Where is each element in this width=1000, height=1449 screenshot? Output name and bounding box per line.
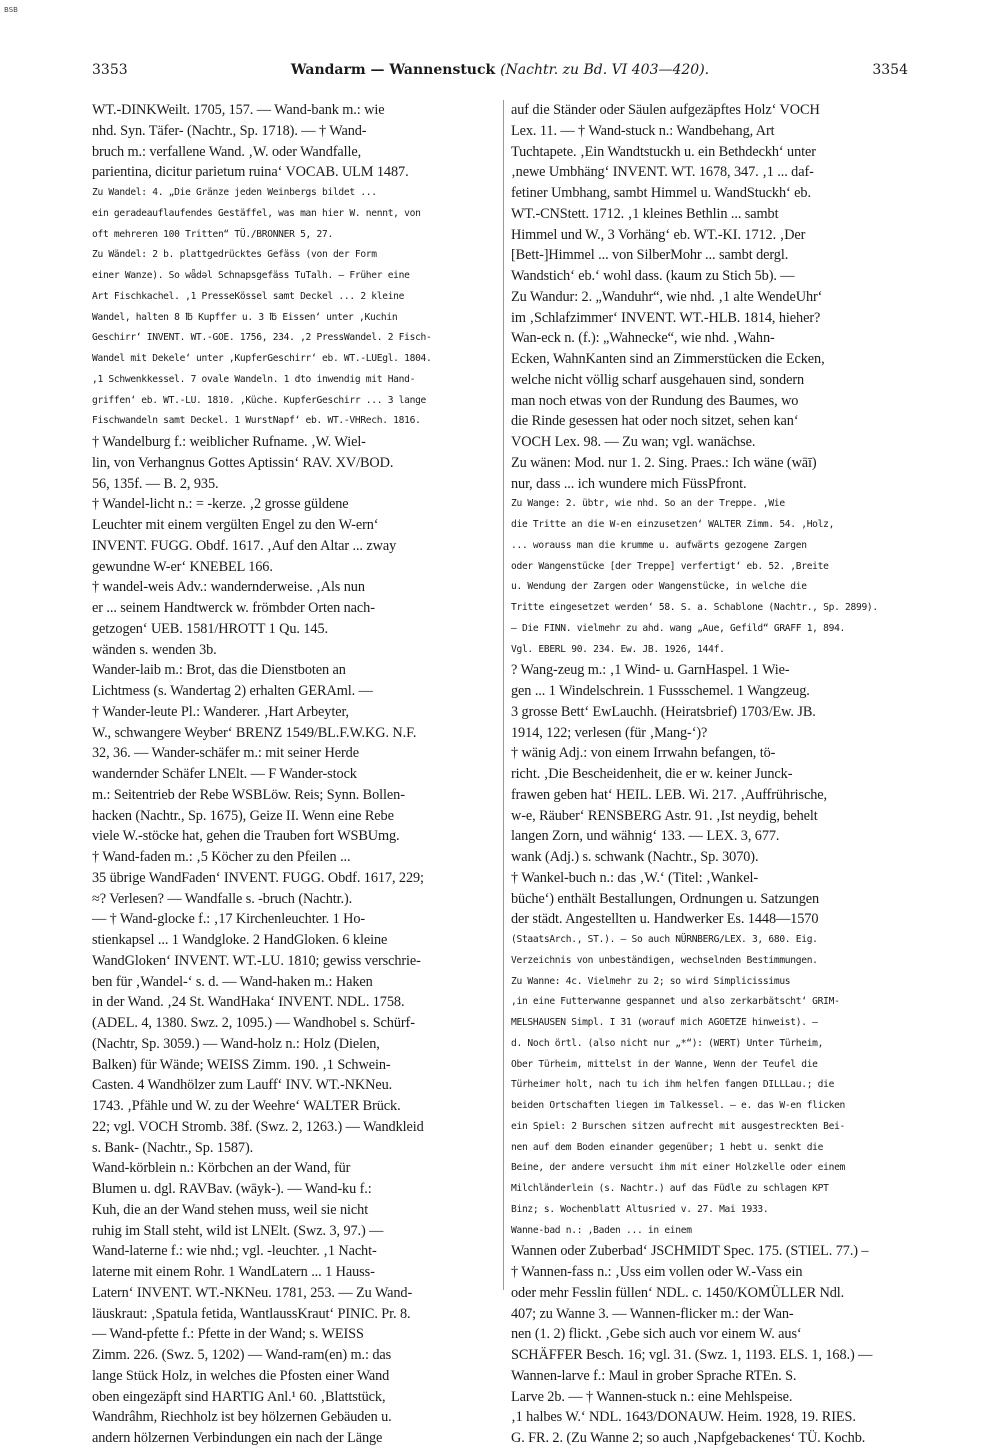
left-column-line: ‚1 Schwenkkessel. 7 ovale Wandeln. 1 dto inwendig mit Hand- (92, 373, 416, 385)
right-column-line: WT.-CNStett. 1712. ‚1 kleines Bethlin ... sambt (511, 205, 779, 222)
right-column-line: der städt. Angestellten u. Handwerker Es. 1448—1570 (511, 911, 819, 928)
left-column-line: † wandel-weis Adv.: wandernderweise. ‚Als nun (92, 579, 365, 596)
left-column-line: † Wandelburg f.: weiblicher Rufname. ‚W. Wiel- (92, 434, 366, 450)
left-column-line: Wander-laib m.: Brot, das die Dienstboten an (92, 662, 346, 679)
left-column-line: Latern‘ INVENT. WT.-NKNeu. 1781, 253. — Zu Wand- (92, 1284, 413, 1301)
left-column (92, 100, 485, 1446)
right-column-line: SCHÄFFER Besch. 16; vgl. 31. (Swz. 1, 1193. ELS. 1, 168.) — (511, 1347, 873, 1363)
right-column-line: 1914, 122; verlesen (für ‚Mang-‘)? (511, 724, 708, 741)
left-column-line: ruhig im Stall steht, wild ist LNElt. (Swz. 3, 97.) — (92, 1222, 384, 1239)
left-column-line: bruch m.: verfallene Wand. ‚W. oder Wandfalle, (92, 143, 362, 160)
right-column-line: VOCH Lex. 98. — Zu wan; vgl. wanächse. (511, 434, 756, 450)
right-column-line: nen auf dem Boden einander gegenüber; 1 hebt u. senkt die (511, 1141, 824, 1153)
right-column-line: langen Zorn, und wähnig‘ 133. — LEX. 3, 677. (511, 828, 780, 845)
left-column-line: Zimm. 226. (Swz. 5, 1202) — Wand-ram(en) m.: das (92, 1347, 392, 1363)
right-column-line: ‚newe Umbhäng‘ INVENT. WT. 1678, 347. ‚1 ... daf- (511, 164, 814, 181)
right-column-line: Binz; s. Wochenblatt Altusried v. 27. Mai 1933. (511, 1203, 769, 1215)
right-column-line: ... worauss man die krumme u. aufwärts gezogene Zargen (511, 539, 807, 551)
left-column-line: in der Wand. ‚24 St. WandHaka‘ INVENT. NDL. 1758. (92, 994, 405, 1011)
left-column-line: † Wand-faden m.: ‚5 Köcher zu den Pfeilen ... (92, 849, 351, 865)
right-column-line: nen (1. 2) flickt. ‚Gebe sich auch vor einem W. aus‘ (511, 1326, 802, 1343)
left-column-line: Zu Wandel: 4. „Die Gränze jeden Weinbergs bildet ... (92, 187, 377, 198)
right-column-line: MELSHAUSEN Simpl. I 31 (worauf mich AGOETZE hinweist). – (511, 1017, 818, 1028)
right-column (511, 100, 904, 1446)
right-column-line: die Tritte an die W-en einzusetzen‘ WALTER Zimm. 54. ‚Holz, (511, 519, 835, 530)
left-column-line: (Nachtr, Sp. 3059.) — Wand-holz n.: Holz (Dielen, (92, 1035, 380, 1052)
left-column-line: Balken) für Wände; WEISS Zimm. 190. ‚1 Schwein- (92, 1056, 391, 1073)
right-column-line: Wannen oder Zuberbad‘ JSCHMIDT Spec. 175. (STIEL. 77.) – (511, 1243, 869, 1260)
right-column-line: man noch etwas von der Rundung des Baumes, wo (511, 392, 799, 409)
right-column-line: Wannen-larve f.: Maul in grober Sprache RTEn. S. (511, 1367, 797, 1384)
running-title-main: Wandarm — Wannenstuck (290, 62, 501, 78)
right-column-line: beiden Ortschaften liegen im Talkessel. – e. das W-en flicken (511, 1100, 846, 1111)
left-column-line: Blumen u. dgl. RAVBav. (wāyk-). — Wand-ku f.: (92, 1181, 372, 1197)
right-column-line: Verzeichnis von unbeständigen, wechselnden Bestimmungen. (511, 954, 818, 966)
left-column-line: viele W.-stöcke hat, gehen die Trauben fort WSBUmg. (92, 828, 400, 845)
left-column-line: Fischwandeln samt Deckel. 1 WurstNapf‘ eb. WT.-VHRech. 1816. (92, 415, 421, 427)
left-column-line: 35 übrige WandFaden‘ INVENT. FUGG. Obdf. 1617, 229; (92, 869, 424, 886)
left-column-line: ≈? Verlesen? — Wandfalle s. -bruch (Nachtr.). (92, 890, 353, 907)
left-column-line: hacken (Nachtr., Sp. 1675), Geize II. Wenn eine Rebe (92, 807, 394, 824)
left-column-line: WandGloken‘ INVENT. WT.-LU. 1810; gewiss verschrie- (92, 952, 421, 969)
left-column-line: er ... seinem Handtwerck w. frömbder Orten nach- (92, 600, 375, 616)
running-title-reference: (Nachtr. zu Bd. VI 403—420). (500, 62, 710, 78)
right-column-line: Wanne-bad n.: ‚Baden ... in einem (511, 1224, 692, 1236)
left-column-line: lange Stück Holz, in welches die Pfosten einer Wand (92, 1367, 390, 1384)
right-column-line: Zu Wange: 2. übtr, wie nhd. So an der Treppe. ‚Wie (511, 498, 785, 510)
right-column-line: 3 grosse Bett‘ EwLauchh. (Heiratsbrief) 1703/Ew. JB. (511, 703, 816, 720)
right-column-line: Larve 2b. — † Wannen-stuck n.: eine Mehlspeise. (511, 1388, 793, 1405)
right-column-line: fetiner Umbhang, sambt Himmel u. WandStuckh‘ eb. (511, 185, 811, 201)
left-column-line: einer Wanze). So wǟdəl Schnapsgefäss TuTalh. – Früher eine (92, 270, 410, 281)
left-column-line: 22; vgl. VOCH Stromb. 38f. (Swz. 2, 1263.) — Wandkleid (92, 1118, 424, 1135)
left-column-line: Art Fischkachel. ‚1 PresseKössel samt Deckel ... 2 kleine (92, 290, 405, 302)
right-column-line: Türheimer holt, nach tu ich ihm helfen fangen DILLLau.; die (511, 1079, 835, 1091)
left-column-line: Wand-laterne f.: wie nhd.; vgl. -leuchter. ‚1 Nacht- (92, 1243, 377, 1260)
left-column-line: parientina, dicitur parietum ruina‘ VOCAB. ULM 1487. (92, 164, 409, 181)
running-title (92, 62, 908, 78)
left-column-line: stienkapsel ... 1 Wandgloke. 2 HandGloken. 6 kleine (92, 932, 388, 948)
left-column-line: Lichtmess (s. Wandertag 2) erhalten GERAml. — (92, 683, 373, 699)
right-column-line: u. Wendung der Zargen oder Wangenstücke, in welche die (511, 581, 807, 593)
right-column-line: im ‚Schlafzimmer‘ INVENT. WT.-HLB. 1814, hieher? (511, 309, 821, 326)
page-number-right: 3354 (872, 62, 908, 78)
left-column-line: wandernder Schäfer LNElt. — F Wander-stock (92, 766, 357, 782)
left-column-line: 32, 36. — Wander-schäfer m.: mit seiner Herde (92, 745, 359, 762)
left-column-line: andern hölzernen Verbindungen ein nach der Länge (92, 1430, 383, 1446)
left-column-line: läuskraut: ‚Spatula fetida, WantlaussKraut‘ PINIC. Pr. 8. (92, 1305, 411, 1322)
left-column-line: — Wand-pfette f.: Pfette in der Wand; s. WEISS (92, 1326, 364, 1343)
right-column-line: Wandstich‘ eb.‘ wohl dass. (kaum zu Stich 5b). — (511, 268, 795, 284)
left-column-line: Zu Wändel: 2 b. plattgedrücktes Gefäss (von der Form (92, 249, 377, 261)
left-column-line: griffen‘ eb. WT.-LU. 1810. ‚Küche. KupferGeschirr ... 3 lange (92, 394, 427, 406)
left-column-line: wänden s. wenden 3b. (92, 641, 217, 658)
right-column-line: † Wannen-fass n.: ‚Uss eim vollen oder W.-Vass ein (511, 1264, 803, 1280)
left-column-line: oben eingezäpft sind HARTIG Anl.¹ 60. ‚Blattstück, (92, 1388, 386, 1405)
right-column-line: Vgl. EBERL 90. 234. Ew. JB. 1926, 144f. (511, 643, 725, 655)
right-column-line: oder mehr Fesslin füllen‘ NDL. c. 1450/KOMÜLLER Ndl. (511, 1284, 845, 1301)
right-column-line: [Bett-]Himmel ... von SilberMohr ... sambt dergl. (511, 247, 789, 264)
left-column-line: Kuh, die an der Wand stehen muss, weil sie nicht (92, 1201, 369, 1218)
left-column-line: Casten. 4 Wandhölzer zum Lauff‘ INV. WT.-NKNeu. (92, 1077, 393, 1094)
right-column-line: d. Noch örtl. (also nicht nur „*“): (WERT) Unter Türheim, (511, 1037, 824, 1049)
column-divider (503, 100, 504, 1290)
left-column-line: WT.-DINKWeilt. 1705, 157. — Wand-bank m.: wie (92, 102, 385, 118)
page-number-left: 3353 (92, 62, 128, 78)
left-column-line: — † Wand-glocke f.: ‚17 Kirchenleuchter. 1 Ho- (92, 911, 366, 928)
right-column-line: † wänig Adj.: von einem Irrwahn befangen, tö- (511, 745, 776, 762)
right-column-line: – Die FINN. vielmehr zu ahd. wang „Aue, Gefild“ GRAFF 1, 894. (511, 622, 846, 634)
left-column-line: Wandel, halten 8 ℔ Kupffer u. 3 ℔ Eissen‘ unter ‚Kuchin (92, 311, 398, 323)
left-column-line: ben für ‚Wandel-‘ s. d. — Wand-haken m.: Haken (92, 973, 373, 990)
left-column-line: † Wandel-licht n.: = -kerze. ‚2 grosse güldene (92, 496, 349, 513)
left-column-line: oft mehreren 100 Tritten“ TÜ./BRONNER 5, 27. (92, 228, 333, 240)
right-column-line: Ober Türheim, mittelst in der Wanne, Wenn der Teufel die (511, 1058, 818, 1070)
right-column-line: oder Wangenstücke [der Treppe] verfertigt‘ eb. 52. ‚Breite (511, 560, 829, 572)
left-column-line: (ADEL. 4, 1380. Swz. 2, 1095.) — Wandhobel s. Schürf- (92, 1015, 415, 1031)
left-column-line: Wandrâhm, Riechholz ist bey hölzernen Gebäuden u. (92, 1409, 392, 1426)
right-column-line: Tuchtapete. ‚Ein Wandtstuckh u. ein Bethdeckh‘ unter (511, 143, 816, 160)
left-column-line: Geschirr‘ INVENT. WT.-GOE. 1756, 234. ‚2 PressWandel. 2 Fisch- (92, 332, 432, 344)
right-column-line: Wan-eck n. (f.): „Wahnecke“, wie nhd. ‚Wahn- (511, 330, 775, 347)
right-column-line: G. FR. 2. (Zu Wanne 2; so auch ‚Napfgebackenes‘ TÜ. Kochb. (511, 1430, 866, 1446)
right-column-line: ‚in eine Futterwanne gespannet und also zerkarbätscht‘ GRIM- (511, 996, 840, 1008)
left-column-line: Wandel mit Dekele‘ unter ‚KupferGeschirr‘ eb. WT.-LUEgl. 1804. (92, 353, 432, 364)
library-stamp: BSB (4, 6, 18, 14)
right-column-line: Zu Wanne: 4c. Vielmehr zu 2; so wird Simplicissimus (511, 975, 791, 987)
right-column-line: Zu Wandur: 2. „Wanduhr“, wie nhd. ‚1 alte WendeUhr‘ (511, 288, 823, 305)
right-column-line: büche‘) enthält Bestallungen, Ordnungen u. Satzungen (511, 890, 820, 907)
right-column-line: † Wankel-buch n.: das ‚W.‘ (Titel: ‚Wankel- (511, 869, 758, 886)
left-column-line: ein geradeauflaufendes Gestäffel, was man hier W. nennt, von (92, 207, 421, 219)
left-column-line: † Wander-leute Pl.: Wanderer. ‚Hart Arbeyter, (92, 703, 350, 720)
right-column-line: Tritte eingesetzet werden‘ 58. S. a. Schablone (Nachtr., Sp. 2899). (511, 602, 878, 613)
right-column-line: richt. ‚Die Bescheidenheit, die er w. keiner Junck- (511, 766, 793, 782)
right-column-line: (StaatsArch., ST.). — So auch NÜRNBERG/LEX. 3, 680. Eig. (511, 934, 818, 945)
right-column-line: Ecken, WahnKanten sind an Zimmerstücken die Ecken, (511, 351, 825, 367)
right-column-line: Lex. 11. — † Wand-stuck n.: Wandbehang, Art (511, 122, 775, 139)
left-column-line: Wand-körblein n.: Körbchen an der Wand, für (92, 1160, 351, 1177)
right-column-line: Beine, der andere versucht ihm mit einer Holzkelle oder einem (511, 1162, 846, 1174)
right-column-line: ? Wang-zeug m.: ‚1 Wind- u. GarnHaspel. 1 Wie- (511, 662, 790, 679)
left-column-line: laterne mit einem Rohr. 1 WandLatern ... 1 Hauss- (92, 1264, 375, 1280)
left-column-line: nhd. Syn. Täfer- (Nachtr., Sp. 1718). — † Wand- (92, 122, 367, 139)
left-column-line: s. Bank- (Nachtr., Sp. 1587). (92, 1139, 254, 1156)
left-column-line: 56, 135f. — B. 2, 935. (92, 475, 219, 492)
left-column-line: INVENT. FUGG. Obdf. 1617. ‚Auf den Altar ... zway (92, 537, 397, 554)
left-column-line: getzogen‘ UEB. 1581/HROTT 1 Qu. 145. (92, 620, 328, 637)
right-column-line: nur, dass ... ich wundere mich FüssPfront. (511, 475, 747, 492)
right-column-line: die Rinde gesessen hat oder noch sitzet, sehen kan‘ (511, 413, 799, 430)
right-column-line: ‚1 halbes W.‘ NDL. 1643/DONAUW. Heim. 1928, 19. RIES. (511, 1409, 856, 1426)
right-column-line: gen ... 1 Windelschrein. 1 Fussschemel. 1 Wangzeug. (511, 683, 810, 699)
left-column-line: lin, von Verhangnus Gottes Aptissin‘ RAV. XV/BOD. (92, 454, 394, 471)
right-column-line: w-e, Räuber‘ RENSBERG Astr. 91. ‚Ist neydig, behelt (511, 807, 818, 824)
right-column-line: Milchländerlein (s. Nachtr.) auf das Füdle zu schlagen KPT (511, 1183, 829, 1194)
right-column-line: Himmel und W., 3 Vorhäng‘ eb. WT.-KI. 1712. ‚Der (511, 226, 806, 243)
left-column-line: Leuchter mit einem vergülten Engel zu den W-ern‘ (92, 517, 379, 533)
right-column-line: frawen geben hat‘ HEIL. LEB. Wi. 217. ‚Auffrührische, (511, 786, 827, 803)
right-column-line: welche nicht völlig scharf ausgehauen sind, sondern (511, 371, 805, 388)
right-column-line: auf die Ständer oder Säulen aufgezäpftes Holz‘ VOCH (511, 102, 820, 118)
left-column-line: m.: Seitentrieb der Rebe WSBLöw. Reis; Synn. Bollen- (92, 786, 405, 803)
page-header (92, 62, 908, 84)
right-column-line: 407; zu Wanne 3. — Wannen-flicker m.: der Wan- (511, 1305, 794, 1322)
right-column-line: ein Spiel: 2 Burschen sitzen aufrecht mit ausgestreckten Bei- (511, 1120, 846, 1132)
left-column-line: W., schwangere Weyber‘ BRENZ 1549/BL.F.W.KG. N.F. (92, 724, 417, 741)
left-column-line: gewundne W-er‘ KNEBEL 166. (92, 558, 273, 575)
right-column-line: wank (Adj.) s. schwank (Nachtr., Sp. 3070). (511, 849, 759, 865)
right-column-line: Zu wänen: Mod. nur 1. 2. Sing. Praes.: Ich wäne (wāī) (511, 454, 817, 471)
left-column-line: 1743. ‚Pfähle und W. zu der Weehre‘ WALTER Brück. (92, 1098, 401, 1114)
